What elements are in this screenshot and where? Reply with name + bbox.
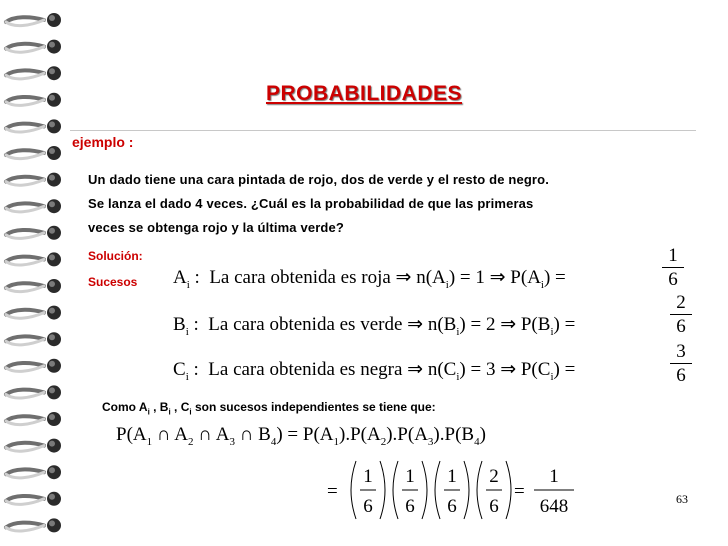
- problem-line: Un dado tiene una cara pintada de rojo, dos de verde y el resto de negro.: [88, 172, 549, 187]
- equals-sign: =: [327, 481, 338, 502]
- spiral-ring: [6, 119, 61, 133]
- problem-statement: [88, 168, 688, 240]
- fraction-denominator: 6: [405, 496, 415, 517]
- fraction-numerator: 2: [489, 466, 499, 487]
- fraction-numerator: 1: [662, 245, 684, 268]
- fraction-denominator: 6: [676, 316, 686, 337]
- fraction-denominator: 6: [676, 365, 686, 386]
- product-of-fractions: [300, 455, 620, 525]
- events-label: Sucesos: [88, 275, 138, 289]
- equals-sign: =: [514, 481, 525, 502]
- slide-title: PROBABILIDADES: [265, 82, 462, 105]
- spiral-ring: [6, 226, 61, 240]
- parenthesized-fraction: [477, 461, 511, 519]
- fraction-numerator: 1: [363, 466, 373, 487]
- spiral-ring: [6, 439, 61, 453]
- fraction-denominator: 6: [489, 496, 499, 517]
- page-number: 63: [676, 492, 688, 506]
- event-c-equation: $C_i$ : La cara obtenida es negra ⇒ $n(C_i) = 3$ ⇒ $P(C_i)$ =: [173, 359, 576, 383]
- fraction-denominator: 6: [363, 496, 373, 517]
- spiral-ring: [6, 306, 61, 320]
- event-description: La cara obtenida es negra: [208, 359, 403, 380]
- independence-statement: Como $A_i$ , $B_i$ , $C_i$ son sucesos independientes se tiene que:: [102, 400, 436, 417]
- event-description: La cara obtenida es roja: [209, 267, 391, 288]
- spiral-ring: [6, 252, 61, 266]
- event-count: 2: [485, 314, 496, 335]
- solution-label: Solución:: [88, 249, 143, 263]
- event-letter: B: [173, 314, 186, 335]
- spiral-ring: [6, 13, 61, 27]
- event-c-probability: [670, 341, 692, 388]
- event-subscript: i: [185, 370, 189, 383]
- fraction-numerator: 2: [670, 292, 692, 315]
- spiral-ring: [6, 492, 61, 506]
- event-subscript: i: [186, 278, 190, 291]
- spiral-ring: [6, 146, 61, 160]
- parenthesized-fraction: [435, 461, 469, 519]
- fraction-numerator: 1: [447, 466, 457, 487]
- problem-line: Se lanza el dado 4 veces. ¿Cuál es la probabilidad de que las primeras: [88, 196, 534, 211]
- example-label: ejemplo :: [72, 134, 134, 150]
- result-denominator: 648: [539, 496, 569, 517]
- fraction-denominator: 6: [668, 269, 678, 290]
- event-letter: C: [173, 359, 186, 380]
- event-letter: A: [173, 267, 187, 288]
- event-subscript: i: [185, 325, 189, 338]
- event-subscript: i: [540, 278, 544, 291]
- spiral-ring: [6, 199, 61, 213]
- spiral-ring: [6, 412, 61, 426]
- event-a-equation: $A_i$ : La cara obtenida es roja ⇒ $n(A_i) = 1$ ⇒ $P(A_i)$ =: [173, 267, 566, 291]
- spiral-ring: [6, 66, 61, 80]
- event-subscript: i: [445, 278, 449, 291]
- event-subscript: i: [550, 370, 554, 383]
- spiral-ring: [6, 332, 61, 346]
- event-count: 3: [485, 359, 496, 380]
- problem-line: veces se obtenga rojo y la última verde?: [88, 220, 344, 235]
- intersection-formula: $P(A_1$ ∩ $A_2$ ∩ $A_3$ ∩ $B_4) = P(A_1).P(A_2).P(A_3).P(B_4)$: [116, 424, 486, 448]
- event-b-equation: $B_i$ : La cara obtenida es verde ⇒ $n(B_i) = 2$ ⇒ $P(B_i)$ =: [173, 314, 576, 338]
- event-count: 1: [475, 267, 485, 288]
- event-b-probability: [670, 292, 692, 339]
- spiral-ring: [6, 279, 61, 293]
- result-numerator: 1: [549, 466, 559, 487]
- spiral-ring: [6, 40, 61, 54]
- spiral-ring: [6, 359, 61, 373]
- fraction-numerator: 3: [670, 341, 692, 364]
- parenthesized-fraction: [393, 461, 427, 519]
- spiral-ring: [6, 465, 61, 479]
- event-subscript: i: [456, 370, 460, 383]
- event-subscript: i: [456, 325, 460, 338]
- event-description: La cara obtenida es verde: [208, 314, 403, 335]
- title-divider: [70, 130, 696, 131]
- spiral-ring: [6, 385, 61, 399]
- fraction-denominator: 6: [447, 496, 457, 517]
- fraction-numerator: 1: [405, 466, 415, 487]
- event-subscript: i: [550, 325, 554, 338]
- spiral-ring: [6, 173, 61, 187]
- parenthesized-fraction: [351, 461, 385, 519]
- spiral-ring: [6, 518, 61, 532]
- event-a-probability: [662, 245, 684, 292]
